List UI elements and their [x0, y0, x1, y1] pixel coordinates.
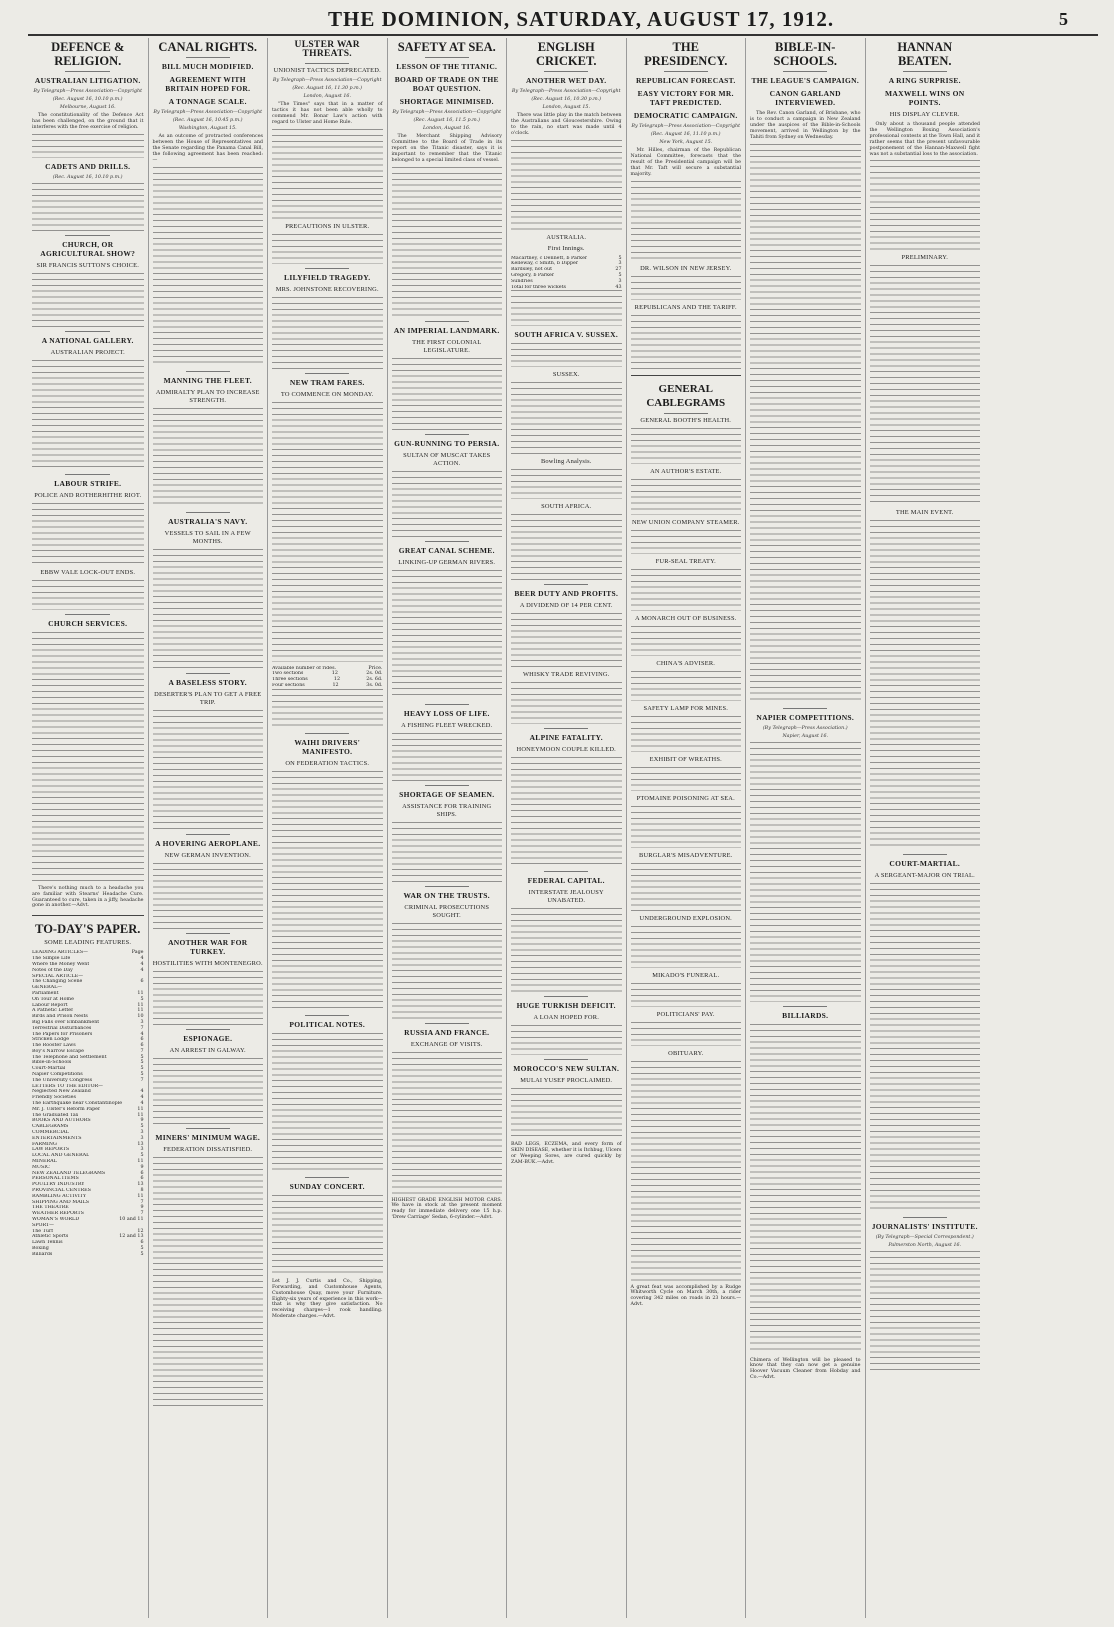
dateline: (Rec. August 16, 10.10 p.m.)	[52, 174, 123, 180]
subhead-underground: UNDERGROUND EXPLOSION.	[639, 914, 732, 922]
place-line: London, August 16.	[422, 126, 471, 131]
dateline: (Rec. August 16, 10.30 p.m.)	[531, 97, 602, 102]
subhead-russia: RUSSIA AND FRANCE.	[404, 1027, 490, 1037]
index-row-page: 11	[137, 1159, 144, 1165]
score-row-label: Gregory, b Parker	[511, 273, 555, 279]
index-row-label: Birds and Prison Nests	[32, 1014, 88, 1020]
subhead-sunday: SUNDAY CONCERT.	[289, 1181, 365, 1191]
fare-row-price: 3s. 0d.	[366, 683, 383, 689]
article-text: Mr. Hilles, chairman of the Republican National Committee, forecasts that the result of the Presidential campaign will be that Mr. Taft will secure a substantial majority.	[630, 148, 741, 177]
subhead-democratic: DEMOCRATIC CAMPAIGN.	[633, 111, 738, 120]
index-row	[32, 1252, 144, 1258]
subhead-dividend: A DIVIDEND OF 14 PER CENT.	[519, 602, 613, 610]
headline-bible-in-schools: BIBLE-IN-SCHOOLS.	[773, 40, 838, 68]
subhead-waihi: WAIHI DRIVERS' MANIFESTO.	[294, 737, 361, 756]
subhead-tram-fares: NEW TRAM FARES.	[289, 377, 365, 387]
index-row-label: The Changing Scene	[32, 979, 83, 985]
score-row-label: Macartney, c Dennett, b Parker	[511, 255, 588, 261]
subhead-mulai: MULAI YUSEF PROCLAIMED.	[520, 1077, 613, 1085]
index-row-label: Athletic Sports	[32, 1234, 69, 1240]
headline-english-cricket: ENGLISH CRICKET.	[535, 40, 597, 68]
subhead-australias-navy: AUSTRALIA'S NAVY.	[168, 516, 248, 526]
subhead-espionage: ESPIONAGE.	[183, 1033, 233, 1043]
place-line: London, August 16.	[303, 94, 352, 99]
subhead-admiralty: ADMIRALTY PLAN TO INCREASE STRENGTH.	[155, 388, 260, 404]
subhead-alpine: ALPINE FATALITY.	[529, 733, 603, 743]
index-row-label: Mr. J. Ulster's Reform Paper	[32, 1106, 101, 1112]
index-row-label: Neglected New Zealand	[32, 1089, 91, 1095]
subhead-sa: SOUTH AFRICA.	[541, 503, 592, 511]
subhead-heavy-loss: HEAVY LOSS OF LIFE.	[403, 708, 490, 718]
index-row-label: Napier Competitions	[32, 1072, 83, 1078]
subhead-linking: LINKING-UP GERMAN RIVERS.	[398, 558, 496, 566]
subhead-landmark: AN IMPERIAL LANDMARK.	[393, 325, 500, 335]
fare-row-label: Four sections	[272, 683, 305, 689]
headline-presidency: THE PRESIDENCY.	[644, 40, 728, 68]
subhead-fishing: A FISHING FLEET WRECKED.	[401, 721, 493, 729]
index-row-page: 11	[137, 1112, 144, 1118]
subhead-aus-project: AUSTRALIAN PROJECT.	[50, 348, 125, 356]
index-row-label: MINERAL	[32, 1159, 57, 1165]
subhead-canon: CANON GARLAND INTERVIEWED.	[769, 89, 841, 107]
advert-motor-cars: HIGHEST GRADE ENGLISH MOTOR CARS. We have in stock at the present moment ready for immediate delivery one 15 h.p. 'Drew Carriage' Sedan, 6-cylinder.—Advt.	[391, 1197, 502, 1221]
newspaper-title: THE DOMINION, SATURDAY, AUGUST 17, 1912.	[328, 6, 835, 31]
subhead-hostilities: HOSTILITIES WITH MONTENEGRO.	[152, 959, 263, 967]
index-row-label: WEATHER REPORTS	[32, 1211, 84, 1217]
article-text: There was little play in the match between the Australians and Gloucestershire. Owing to the rain, no start was made until 4 o'clock.	[511, 113, 622, 136]
index-row-page: 7	[140, 1025, 144, 1031]
index-row-label: FARMING	[32, 1141, 57, 1147]
subhead-booth: GENERAL BOOTH'S HEALTH.	[640, 416, 732, 424]
dateline: (Rec. August 16, 11.30 p.m.)	[292, 86, 363, 91]
place-line: Napier, August 16.	[782, 733, 829, 739]
subhead-union-co: NEW UNION COMPANY STEAMER.	[631, 518, 740, 526]
subhead-leading-features: SOME LEADING FEATURES.	[44, 939, 132, 947]
subhead-turkish: HUGE TURKISH DEFICIT.	[516, 1001, 616, 1011]
subhead-interstate: INTERSTATE JEALOUSY UNABATED.	[528, 889, 604, 905]
column-3	[267, 38, 387, 1618]
fare-row-label: Three sections	[272, 677, 308, 683]
subhead-church-services: CHURCH SERVICES.	[48, 618, 128, 628]
subhead-another-war: ANOTHER WAR FOR TURKEY.	[168, 937, 248, 956]
index-row-label: LOCAL AND GENERAL	[32, 1153, 90, 1159]
index-row-page: 4	[140, 961, 144, 967]
subhead-obituary: OBITUARY.	[668, 1049, 704, 1057]
subhead-shortage: SHORTAGE MINIMISED.	[399, 97, 494, 106]
index-row-page: 5	[140, 1054, 144, 1060]
index-row-label: A Pathetic Letter	[32, 1008, 74, 1014]
subhead-tonnage: A TONNAGE SCALE.	[168, 97, 247, 106]
agency-credit: (By Telegraph—Press Association.)	[762, 725, 848, 731]
subhead-australian-litigation: AUSTRALIAN LITIGATION.	[34, 76, 141, 85]
index-row-label: COMMERCIAL	[32, 1130, 69, 1136]
subhead-league: THE LEAGUE'S CAMPAIGN.	[751, 76, 859, 85]
place-line: Palmerston North, August 16.	[888, 1243, 962, 1249]
place-line: Washington, August 15.	[178, 126, 237, 131]
index-row-page: 8	[140, 1188, 144, 1194]
index-row-page: 5	[140, 1245, 144, 1251]
index-row-page: 12	[137, 1228, 144, 1234]
subhead-honeymoon: HONEYMOON COUPLE KILLED.	[516, 746, 616, 754]
index-row-page: 9	[140, 1164, 144, 1170]
index-row-page: 5	[140, 1153, 144, 1159]
subhead-labour-strife: LABOUR STRIFE.	[54, 478, 122, 488]
subhead-sergeant: A SERGEANT-MAJOR ON TRIAL.	[874, 872, 975, 880]
index-row-page: 7	[140, 1199, 144, 1205]
subhead-police-riot: POLICE AND ROTHERHITHE RIOT.	[34, 491, 142, 499]
subhead-lesson: LESSON OF THE TITANIC.	[396, 62, 498, 71]
subhead-loan: A LOAN HOPED FOR.	[533, 1014, 600, 1022]
subhead-seamen: SHORTAGE OF SEAMEN.	[399, 789, 495, 799]
index-row-page: 11	[137, 1008, 144, 1014]
advert-rudge: A great feat was accomplished by a Rudge Whitworth Cycle on March 30th, a rider covering 342 miles on roads in 23 hours.—Advt.	[630, 1284, 741, 1308]
subhead-journalists: JOURNALISTS' INSTITUTE.	[871, 1222, 978, 1232]
index-row-label: The Turf	[32, 1228, 54, 1234]
index-row-page: Page	[131, 950, 144, 956]
index-row-label: The Graduated Tax	[32, 1112, 79, 1118]
headline-ulster: ULSTER WAR THREATS.	[294, 40, 360, 59]
score-row-runs: 3	[618, 278, 622, 284]
headline-safety-at-sea: SAFETY AT SEA.	[397, 40, 496, 54]
index-row-page: 7	[140, 1048, 144, 1054]
fare-row-label: Two sections	[272, 671, 304, 677]
subhead-lilyfield: LILYFIELD TRAGEDY.	[284, 272, 371, 282]
column-7	[745, 38, 865, 1618]
article-text: The Rev. Canon Garland, of Brisbane, who is to conduct a campaign in New Zealand under the auspices of the Bible-in-Schools movement, arrived in Wellington by the Tahiti from Sydney on Wednesday.	[750, 111, 861, 140]
subhead-training: ASSISTANCE FOR TRAINING SHIPS.	[402, 802, 492, 818]
subhead-sussex: SUSSEX.	[552, 371, 580, 379]
article-text: "The Times" says that in a matter of tactics it has not been able wholly to commend Mr. Bonar Law's action with regard to Ulster and Home Rule.	[272, 102, 383, 125]
index-row-label: SPORT—	[32, 1222, 54, 1228]
subhead-chinas: CHINA'S ADVISER.	[656, 659, 716, 667]
subhead-court-martial: COURT-MARTIAL.	[889, 859, 961, 869]
index-row-page: 3	[140, 1019, 144, 1025]
agency-credit: By Telegraph—Press Association—Copyright	[33, 89, 143, 94]
dateline: (Rec. August 16, 11.5 p.m.)	[413, 118, 481, 123]
index-row-label: The Simple Life	[32, 956, 71, 962]
index-row-label: RAMBLING ACTIVITY	[32, 1193, 87, 1199]
subhead-australia: AUSTRALIA.	[546, 233, 587, 241]
masthead	[28, 4, 1098, 36]
scorecard	[511, 256, 622, 285]
index-row-label: SHIPPING AND MAILS	[32, 1199, 90, 1205]
index-row-page: 11	[137, 1106, 144, 1112]
score-row-runs: 5	[618, 273, 622, 279]
index-row-page: 6	[140, 979, 144, 985]
subhead-ptomaine: PTOMAINE POISONING AT SEA.	[636, 794, 735, 802]
dateline: (Rec. August 16, 11.10 p.m.)	[650, 132, 721, 137]
article-text: As an outcome of protracted conferences between the House of Representatives and the Senate regarding the Panama Canal Bill, the following agreement has been reached:—	[152, 134, 263, 163]
column-4	[387, 38, 507, 1618]
column-2	[148, 38, 268, 1618]
subhead-arrest-galway: AN ARREST IN GALWAY.	[169, 1046, 246, 1054]
index-row-page: 6	[140, 1037, 144, 1043]
index-row-page: 7	[140, 1077, 144, 1083]
place-line: Melbourne, August 16.	[59, 105, 116, 110]
fare-table	[272, 671, 383, 688]
index-row-label: PROVINCIAL CENTRES	[32, 1188, 91, 1194]
agency-credit: By Telegraph—Press Association—Copyright	[392, 110, 502, 115]
index-row-page: 11	[137, 1002, 144, 1008]
score-row-label: Kelleway, c Smith, b Dipper	[511, 261, 579, 267]
subhead-bill-modified: BILL MUCH MODIFIED.	[161, 62, 254, 71]
subhead-mikado: MIKADO'S FUNERAL.	[652, 971, 720, 979]
subhead-federation: FEDERATION DISSATISFIED.	[163, 1145, 253, 1153]
subhead-manning: MANNING THE FLEET.	[163, 375, 252, 385]
subhead-unionist: UNIONIST TACTICS DEPRECATED.	[273, 67, 381, 74]
index-row-label: The Rooster Laws	[32, 1043, 76, 1049]
column-1	[28, 38, 148, 1618]
fare-row-price: 2s. 6d.	[366, 677, 383, 683]
index-row-label: The Papers for Prisoners	[32, 1031, 93, 1037]
index-row-label: GENERAL—	[32, 985, 63, 991]
score-row-label: Bardsley, not out	[511, 267, 553, 273]
index-row-page: 9	[140, 1205, 144, 1211]
index-row-page: 4	[140, 1095, 144, 1101]
column-8	[865, 38, 985, 1618]
index-row-label: Where the Money Went	[32, 961, 90, 967]
index-row-label: Parliament	[32, 990, 59, 996]
headline-hannan-beaten: HANNAN BEATEN.	[897, 40, 953, 68]
advert-curtis: Let J. J. Curtis and Co., Shipping, Forwarding, and Customhouse Agents, Customhouse Quay, move your Furniture. Eighty-six years of experience in this work—that is why they give satisfaction. No receiving charges—1 rook handling. Moderate charges.—Advt.	[272, 1278, 383, 1320]
subhead-precautions: PRECAUTIONS IN ULSTER.	[285, 222, 370, 230]
index-row-label: CABLEGRAMS	[32, 1124, 69, 1130]
agency-credit: (By Telegraph—Special Correspondent.)	[875, 1235, 974, 1241]
fare-row-rides: 12	[331, 671, 338, 677]
index-row-page: 10	[137, 1014, 144, 1020]
subhead-authors: AN AUTHOR'S ESTATE.	[650, 467, 722, 475]
index-row-label: Boxing	[32, 1245, 49, 1251]
subhead-napier: NAPIER COMPETITIONS.	[756, 712, 855, 722]
index-row-page: 4	[140, 956, 144, 962]
index-row-label: PERSONAL ITEMS	[32, 1176, 79, 1182]
index-row-label: Big Falls over Embankment	[32, 1019, 100, 1025]
subhead-ebbw-vale: EBBW VALE LOCK-OUT ENDS.	[40, 568, 136, 576]
score-row-runs: 5	[618, 255, 622, 261]
column-5	[506, 38, 626, 1618]
subhead-display: HIS DISPLAY CLEVER.	[889, 111, 960, 118]
index-row-page: 6	[140, 1170, 144, 1176]
index-row-label: Stricken Lodge	[32, 1037, 70, 1043]
index-row-page: 4	[140, 1101, 144, 1107]
index-row-label: Friendly Societies	[32, 1095, 76, 1101]
index-row-page: 6	[140, 1043, 144, 1049]
index-row-label: POULTRY INDUSTRY	[32, 1182, 85, 1188]
headline-canal-rights: CANAL RIGHTS.	[158, 40, 258, 54]
subhead-deserter: DESERTER'S PLAN TO GET A FREE TRIP.	[154, 690, 262, 706]
index-row-page: 3	[140, 1130, 144, 1136]
index-row-label: ENTERTAINMENTS	[32, 1135, 82, 1141]
fare-row-rides: 12	[333, 677, 341, 683]
page-number: 5	[1059, 8, 1068, 29]
agency-credit: By Telegraph—Press Association—Copyright	[511, 89, 621, 94]
score-row-runs: 27	[615, 267, 622, 273]
subhead-commence: TO COMMENCE ON MONDAY.	[280, 390, 374, 398]
agency-credit: By Telegraph—Press Association—Copyright	[631, 124, 741, 129]
subhead-fur-seal: FUR-SEAL TREATY.	[655, 557, 716, 565]
advert-hoover: Chimera of Wellington will be pleased to know that they can now get a genuine Hoover Vacuum Cleaner from Hobday and Co.—Advt.	[750, 1357, 861, 1381]
subhead-church-agri: CHURCH, OR AGRICULTURAL SHOW?	[40, 239, 136, 258]
index-row-page: 5	[140, 996, 144, 1002]
headline-defence-religion: DEFENCE & RELIGION.	[51, 40, 125, 68]
subhead-national-gallery: A NATIONAL GALLERY.	[41, 335, 134, 345]
subhead-easy-victory: EASY VICTORY FOR MR. TAFT PREDICTED.	[637, 89, 734, 107]
index-row-page: 6	[140, 1240, 144, 1246]
index-row-page: 5	[140, 1060, 144, 1066]
subhead-surprise: A RING SURPRISE.	[888, 76, 961, 85]
index-row-label: Boy's Narrow Escape	[32, 1048, 85, 1054]
fare-table-header: Available number of rides. Price.	[272, 665, 383, 671]
subhead-agreement: AGREEMENT WITH BRITAIN HOPED FOR.	[165, 75, 251, 93]
headline-cablegrams: GENERAL CABLEGRAMS	[646, 382, 726, 409]
index-list	[32, 950, 144, 1257]
subhead-billiards: BILLIARDS.	[782, 1010, 829, 1020]
index-row-page: 11	[137, 990, 144, 996]
index-row-label: Billiards	[32, 1251, 53, 1257]
agency-credit: By Telegraph—Press Association—Copyright	[153, 110, 263, 115]
dateline: (Rec. August 16, 10.45 p.m.)	[172, 118, 243, 123]
subhead-baseless: A BASELESS STORY.	[168, 677, 247, 687]
index-row-page: 6	[140, 1176, 144, 1182]
subhead-wreaths: EXHIBIT OF WREATHS.	[649, 755, 722, 763]
index-row-page: 7	[140, 1211, 144, 1217]
subhead-tariff: REPUBLICANS AND THE TARIFF.	[634, 303, 737, 311]
index-row-label: LETTERS TO THE EDITOR—	[32, 1083, 103, 1089]
index-row-label: Labour Report	[32, 1002, 68, 1008]
index-row-page: 5	[140, 1251, 144, 1257]
index-row-label: Notes of the Day	[32, 967, 73, 973]
subhead-burglar: BURGLAR'S MISADVENTURE.	[639, 851, 733, 859]
subhead-cadets: CADETS AND DRILLS.	[45, 161, 131, 171]
score-total: Total for three wickets 43	[511, 284, 622, 290]
score-row-runs: 3	[618, 261, 622, 267]
index-row-page: 5	[140, 1066, 144, 1072]
index-row-label: Lawn Tennis	[32, 1240, 63, 1246]
subhead-board: BOARD OF TRADE ON THE BOAT QUESTION.	[394, 75, 499, 93]
subhead-bowling: Bowling Analysis.	[540, 458, 592, 466]
subhead-first-innings: First Innings.	[547, 244, 585, 252]
index-row-page: 11	[137, 1193, 144, 1199]
index-row-page: 4	[140, 1089, 144, 1095]
index-row-label: Bible-in-Schools	[32, 1060, 72, 1066]
index-row-page: 5	[140, 1072, 144, 1078]
index-row-page: 5	[140, 1124, 144, 1130]
subhead-another-wet: ANOTHER WET DAY.	[526, 76, 607, 85]
subhead-fed-tactics: ON FEDERATION TACTICS.	[285, 759, 370, 767]
index-row-page: 10 and 11	[119, 1217, 144, 1222]
index-row-label: WOMAN'S WORLD	[32, 1217, 80, 1222]
index-row-label: SPECIAL ARTICLE—	[32, 973, 83, 979]
index-row-label: The University Congress	[32, 1077, 93, 1083]
subhead-federal-capital: FEDERAL CAPITAL.	[527, 876, 605, 886]
subhead-mrs-johnstone: MRS. JOHNSTONE RECOVERING.	[275, 285, 379, 293]
subhead-safety-lamp: SAFETY LAMP FOR MINES.	[643, 704, 729, 712]
place-line: London, August 15.	[542, 105, 591, 110]
place-line: New York, August 15.	[659, 140, 713, 145]
column-6	[626, 38, 746, 1618]
subhead-beer: BEER DUTY AND PROFITS.	[514, 589, 619, 599]
index-row-page: 9	[140, 1118, 144, 1124]
subhead-maxwell: MAXWELL WINS ON POINTS.	[885, 89, 965, 107]
index-row-label: The Telephone and Settlement	[32, 1054, 107, 1060]
article-text: The Merchant Shipping Advisory Committee to the Board of Trade in its report on the Titanic disaster, says it is important to remember that the Titanic belonged to a special limited class of vessel.	[391, 134, 502, 163]
index-row-label: LEADING ARTICLES—	[32, 950, 88, 956]
subhead-sutton: SIR FRANCIS SUTTON'S CHOICE.	[36, 261, 139, 269]
subhead-morocco: MOROCCO'S NEW SULTAN.	[513, 1064, 620, 1074]
index-row-label: The Earthquake near Constantinople	[32, 1101, 123, 1107]
index-row-label: THE THEATRE	[32, 1205, 69, 1211]
article-text: Only about a thousand people attended the Wellington Boxing Association's professional contests at the Town Hall, and it rather seems that the present unfavourable postponement of the Hannan-Maxwell fight was not a substantial loss to the association.	[869, 122, 980, 157]
index-row-label: On Tour at Home	[32, 996, 74, 1002]
index-row-label: LAW REPORTS	[32, 1147, 70, 1153]
index-row-label: NEW ZEALAND TELEGRAMS	[32, 1170, 106, 1176]
subhead-political: POLITICAL NOTES.	[289, 1019, 366, 1029]
index-row-page: 4	[140, 1031, 144, 1037]
subhead-trusts: WAR ON THE TRUSTS.	[403, 890, 490, 900]
index-row-label: Court-Martial	[32, 1066, 66, 1072]
subhead-gunrunning: GUN-RUNNING TO PERSIA.	[394, 438, 500, 448]
subhead-monarch: A MONARCH OUT OF BUSINESS.	[635, 614, 737, 622]
subhead-republican: REPUBLICAN FORECAST.	[635, 76, 736, 85]
headline-todays-paper: TO-DAY'S PAPER.	[35, 922, 141, 937]
subhead-hovering: A HOVERING AEROPLANE.	[155, 838, 261, 848]
subhead-politicians: POLITICIANS' PAY.	[656, 1010, 715, 1018]
index-row-label: Terrestrial Disturbances	[32, 1025, 92, 1031]
advert-headache: There's nothing much to a headache you are familiar with Stearns' Headache Cure. Guaranteed to cure, taken in a jiffy, headache gone in another.—Advt.	[32, 885, 144, 909]
index-row-page: 4	[140, 967, 144, 973]
subhead-sultan: SULTAN OF MUSCAT TAKES ACTION.	[403, 451, 491, 467]
agency-credit: By Telegraph—Press Association—Copyright	[272, 78, 382, 83]
index-row-page: 3	[140, 1135, 144, 1141]
subhead-vessels: VESSELS TO SAIL IN A FEW MONTHS.	[164, 529, 251, 545]
article-text: The constitutionality of the Defence Act has been challenged, on the ground that it interferes with the free exercise of religion.	[32, 113, 144, 130]
fare-row-rides: 12	[332, 683, 339, 689]
index-row-page: 13	[137, 1141, 144, 1147]
subhead-miners: MINERS' MINIMUM WAGE.	[155, 1132, 261, 1142]
subhead-canal-scheme: GREAT CANAL SCHEME.	[398, 545, 495, 555]
index-row-page: 12 and 13	[119, 1234, 144, 1240]
subhead-new-german: NEW GERMAN INVENTION.	[164, 851, 251, 859]
columns	[28, 38, 1104, 1618]
subhead-wilson: DR. WILSON IN NEW JERSEY.	[640, 264, 732, 272]
index-row-label: MUSIC	[32, 1164, 50, 1170]
subhead-sa-sussex: SOUTH AFRICA V. SUSSEX.	[514, 330, 619, 340]
dateline: (Rec. August 16, 10.10 p.m.)	[52, 97, 123, 102]
index-row-page: 3	[140, 1147, 144, 1153]
subhead-exchange: EXCHANGE OF VISITS.	[410, 1040, 483, 1048]
index-row-label: BOOKS AND AUTHORS	[32, 1118, 91, 1124]
index-row-page: 13	[137, 1182, 144, 1188]
subhead-preliminary: PRELIMINARY.	[901, 254, 948, 262]
subhead-whisky: WHISKY TRADE REVIVING.	[522, 671, 610, 679]
subhead-main-event: THE MAIN EVENT.	[895, 509, 954, 517]
fare-row-price: 2s. 0d.	[366, 671, 383, 677]
subhead-legislature: THE FIRST COLONIAL LEGISLATURE.	[412, 338, 482, 354]
advert-zambuk: BAD LEGS, ECZEMA, and every form of SKIN DISEASE, whether it is Itchbug, Ulcers or Weeping Sores, are cured quickly by ZAM-BUK.—Advt.	[511, 1142, 622, 1166]
score-row-label: Sundries	[511, 278, 533, 284]
subhead-criminal: CRIMINAL PROSECUTIONS SOUGHT.	[404, 903, 490, 919]
